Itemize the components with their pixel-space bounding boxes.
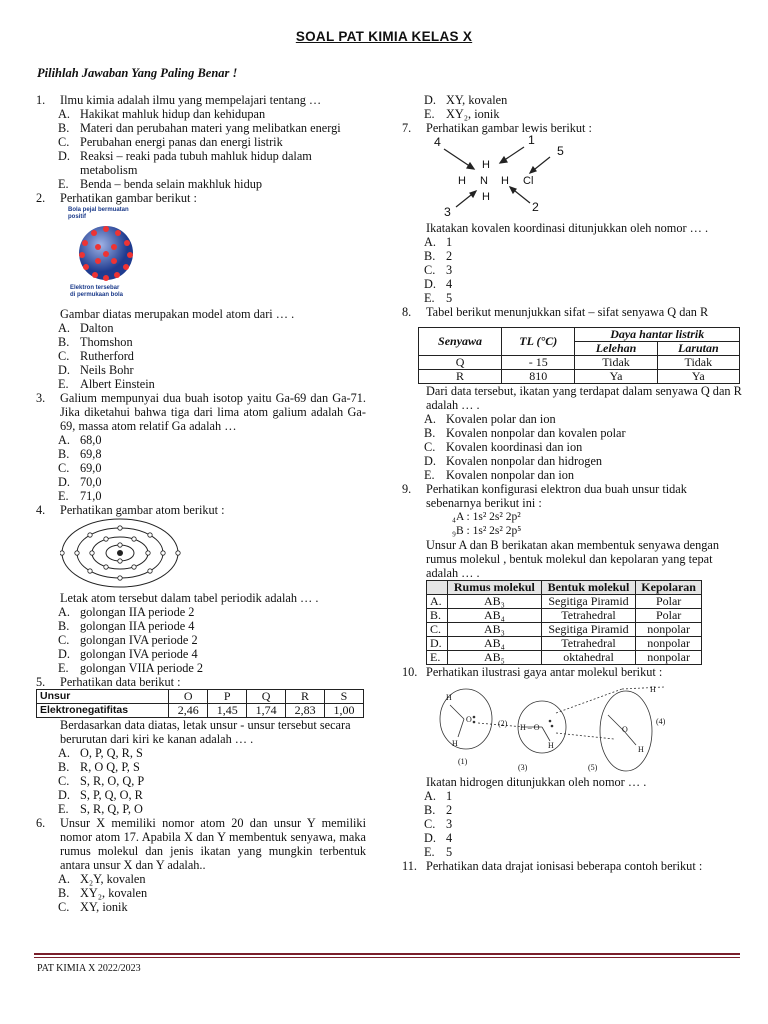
option-text: Benda – benda selain makhluk hidup bbox=[80, 177, 263, 191]
answer-option[interactable] bbox=[58, 647, 366, 661]
question-after: Dari data tersebut, ikatan yang terdapat dalam senyawa Q dan R adalah … . bbox=[426, 384, 742, 412]
option-text: 1 bbox=[446, 789, 453, 803]
question-after: Unsur A dan B berikatan akan membentuk senyawa dengan rumus molekul , bentuk molekul dan kepolaran yang tepat adalah … . bbox=[426, 538, 719, 580]
answer-option[interactable] bbox=[58, 321, 366, 335]
question-text: Perhatikan gambar lewis berikut : bbox=[426, 121, 592, 135]
answer-option[interactable] bbox=[58, 433, 366, 447]
answer-option[interactable] bbox=[424, 454, 742, 468]
answer-option[interactable] bbox=[424, 426, 742, 440]
option-letter: E. bbox=[58, 802, 69, 816]
option-letter: D. bbox=[424, 831, 436, 845]
options bbox=[402, 412, 742, 482]
question-text: Perhatikan konfigurasi elektron dua buah unsur tidak sebenarnya berikut ini : bbox=[426, 482, 687, 510]
answer-option[interactable] bbox=[58, 135, 366, 149]
option-text: golongan IIA periode 2 bbox=[80, 605, 195, 619]
question-11: 11. Perhatikan data drajat ionisasi beberapa contoh berikut : bbox=[402, 859, 742, 873]
option-letter: D. bbox=[58, 475, 70, 489]
instruction: Pilihlah Jawaban Yang Paling Benar ! bbox=[37, 66, 238, 80]
option-letter: E. bbox=[58, 177, 69, 191]
option-letter: E. bbox=[424, 291, 435, 305]
question-after: Ikatakan kovalen koordinasi ditunjukkan oleh nomor … . bbox=[426, 221, 709, 235]
option-letter: A. bbox=[424, 412, 436, 426]
table-row: Elektronegatifitas 2,46 1,45 1,74 2,83 1,00 bbox=[37, 704, 364, 718]
option-text: golongan VIIA periode 2 bbox=[80, 661, 204, 675]
option-text: golongan IIA periode 4 bbox=[80, 619, 195, 633]
left-column bbox=[36, 93, 366, 914]
options bbox=[36, 321, 366, 391]
option-letter: C. bbox=[424, 263, 436, 277]
option-text: XY₂, ionik bbox=[446, 107, 500, 121]
question-10: 10. Perhatikan ilustrasi gaya antar molekul berikut : bbox=[402, 665, 742, 679]
option-text: Neils Bohr bbox=[80, 363, 134, 377]
lewis-label: 5 bbox=[557, 144, 564, 158]
answer-option[interactable] bbox=[58, 349, 366, 363]
positive-sphere-icon bbox=[74, 223, 138, 283]
option-letter: A. bbox=[58, 872, 70, 886]
option-text: 2 bbox=[446, 249, 453, 263]
answer-option[interactable] bbox=[58, 489, 366, 503]
option-letter: B. bbox=[424, 426, 436, 440]
answer-option[interactable] bbox=[58, 661, 366, 675]
option-text: Kovalen polar dan ion bbox=[446, 412, 556, 426]
answer-option[interactable] bbox=[58, 633, 366, 647]
option-text: S, P, Q, O, R bbox=[80, 788, 143, 802]
option-letter: D. bbox=[58, 647, 70, 661]
option-text: S, R, O, Q, P bbox=[80, 774, 145, 788]
option-text: 4 bbox=[446, 277, 453, 291]
question-text: Perhatikan ilustrasi gaya antar molekul berikut : bbox=[426, 665, 663, 679]
option-letter: D. bbox=[58, 363, 70, 377]
atom-shells-icon bbox=[60, 517, 190, 589]
answer-option[interactable] bbox=[58, 802, 366, 816]
answer-option[interactable] bbox=[424, 249, 742, 263]
option-letter: E. bbox=[424, 468, 435, 482]
electron-config-b: ₉B : 1s² 2s² 2p⁵ bbox=[452, 525, 522, 537]
answer-option[interactable] bbox=[424, 845, 742, 859]
answer-option[interactable] bbox=[58, 121, 366, 135]
options bbox=[36, 107, 366, 191]
option-text: R, O Q, P, S bbox=[80, 760, 140, 774]
table-row: E. AB₅ oktahedral nonpolar bbox=[427, 651, 702, 665]
option-text: 71,0 bbox=[80, 489, 102, 503]
option-letter: A. bbox=[58, 746, 70, 760]
lewis-label: 3 bbox=[444, 205, 451, 219]
option-letter: E. bbox=[424, 845, 435, 859]
page-title: SOAL PAT KIMIA KELAS X bbox=[295, 29, 473, 44]
molecule-shape-table: Rumus molekul Bentuk molekul Kepolaran A. AB₃ Segitiga Piramid Polar B. AB₄ Tetrahedral Polar C. AB₃ Segitiga Piramid nonpolar D. AB₄ Tetrahedral nonpolar E. AB₅ oktahedral nonpolar bbox=[426, 580, 702, 665]
question-after: Gambar diatas merupakan model atom dari … . bbox=[60, 307, 295, 321]
option-text: XY, kovalen bbox=[446, 93, 508, 107]
option-letter: A. bbox=[58, 605, 70, 619]
option-letter: A. bbox=[58, 321, 70, 335]
option-letter: C. bbox=[58, 461, 70, 475]
option-letter: D. bbox=[424, 93, 436, 107]
option-text: Kovalen nonpolar dan hidrogen bbox=[446, 454, 603, 468]
option-letter: D. bbox=[424, 277, 436, 291]
lewis-label: 1 bbox=[528, 133, 535, 147]
options bbox=[402, 93, 742, 121]
option-text: 5 bbox=[446, 845, 453, 859]
question-text: Perhatikan data berikut : bbox=[60, 675, 181, 689]
options bbox=[36, 746, 366, 816]
question-5: 5. Perhatikan data berikut : bbox=[36, 675, 366, 689]
table-row: A. AB₃ Segitiga Piramid Polar bbox=[427, 595, 702, 609]
question-9: 9. Perhatikan konfigurasi elektron dua buah unsur tidak sebenarnya berikut ini : bbox=[402, 482, 742, 510]
answer-option[interactable] bbox=[424, 291, 742, 305]
option-text: Reaksi – reaki pada tubuh mahluk hidup dalam metabolism bbox=[80, 149, 312, 177]
option-letter: C. bbox=[58, 774, 70, 788]
question-text: Perhatikan data drajat ionisasi beberapa contoh berikut : bbox=[426, 859, 703, 873]
option-letter: D. bbox=[58, 788, 70, 802]
question-text: Galium mempunyai dua buah isotop yaitu Ga-69 dan Ga-71. Jika diketahui bahwa tiga dari lima atom galium adalah Ga-69, massa atom relatif Ga adalah … bbox=[60, 391, 366, 433]
option-text: 3 bbox=[446, 263, 453, 277]
answer-option[interactable] bbox=[58, 872, 366, 886]
footer-divider bbox=[34, 957, 740, 958]
answer-option[interactable] bbox=[424, 263, 742, 277]
answer-option[interactable] bbox=[424, 803, 742, 817]
option-text: 69,0 bbox=[80, 461, 102, 475]
option-letter: A. bbox=[58, 107, 70, 121]
option-letter: E. bbox=[58, 489, 69, 503]
option-text: X₂Y, kovalen bbox=[80, 872, 146, 886]
answer-option[interactable] bbox=[58, 605, 366, 619]
option-text: Kovalen nonpolar dan kovalen polar bbox=[446, 426, 626, 440]
option-letter: B. bbox=[58, 760, 70, 774]
question-7: 7. Perhatikan gambar lewis berikut : bbox=[402, 121, 742, 135]
question-after: Berdasarkan data diatas, letak unsur - unsur tersebut secara berurutan dari kiri ke kanan adalah … . bbox=[60, 718, 351, 746]
option-letter: B. bbox=[424, 249, 436, 263]
option-letter: B. bbox=[424, 803, 436, 817]
answer-option[interactable] bbox=[424, 831, 742, 845]
answer-option[interactable] bbox=[424, 107, 742, 121]
answer-option[interactable] bbox=[424, 235, 742, 249]
option-letter: B. bbox=[58, 886, 70, 900]
footer-text: PAT KIMIA X 2022/2023 bbox=[37, 963, 141, 974]
option-text: 68,0 bbox=[80, 433, 102, 447]
answer-option[interactable] bbox=[58, 886, 366, 900]
option-text: golongan IVA periode 2 bbox=[80, 633, 198, 647]
question-after: Ikatan hidrogen ditunjukkan oleh nomor … . bbox=[426, 775, 647, 789]
answer-option[interactable] bbox=[58, 746, 366, 760]
option-letter: B. bbox=[58, 335, 70, 349]
answer-option[interactable] bbox=[58, 619, 366, 633]
question-4: 4. Perhatikan gambar atom berikut : bbox=[36, 503, 366, 517]
answer-option[interactable] bbox=[58, 377, 366, 391]
answer-option[interactable] bbox=[424, 789, 742, 803]
option-letter: B. bbox=[58, 619, 70, 633]
option-letter: E. bbox=[58, 661, 69, 675]
option-text: Thomshon bbox=[80, 335, 133, 349]
bohr-atom-figure bbox=[60, 517, 366, 591]
option-letter: A. bbox=[58, 433, 70, 447]
question-2: 2. Perhatikan gambar berikut : bbox=[36, 191, 366, 205]
lewis-arrows-icon bbox=[426, 135, 606, 221]
option-text: 5 bbox=[446, 291, 453, 305]
option-letter: C. bbox=[58, 900, 70, 914]
option-text: 69,8 bbox=[80, 447, 102, 461]
table-row: B. AB₄ Tetrahedral Polar bbox=[427, 609, 702, 623]
compound-properties-table: Senyawa TL (°C) Daya hantar listrik Lelehan Larutan Q - 15 Tidak Tidak R 810 Ya Ya bbox=[418, 327, 740, 384]
option-letter: C. bbox=[424, 817, 436, 831]
table-row: C. AB₃ Segitiga Piramid nonpolar bbox=[427, 623, 702, 637]
answer-option[interactable] bbox=[424, 817, 742, 831]
options bbox=[36, 872, 366, 914]
answer-option[interactable] bbox=[58, 475, 366, 489]
option-text: Perubahan energi panas dan energi listrik bbox=[80, 135, 283, 149]
question-text: Unsur X memiliki nomor atom 20 dan unsur Y memiliki nomor atom 17. Apabila X dan Y membentuk senyawa, maka rumus molekul dan jenis ikatan yang mungkin terbentuk antara unsur X dan Y adalah.. bbox=[60, 816, 366, 872]
option-text: golongan IVA periode 4 bbox=[80, 647, 198, 661]
options bbox=[402, 789, 742, 859]
option-text: S, R, Q, P, O bbox=[80, 802, 143, 816]
options bbox=[402, 235, 742, 305]
option-text: Albert Einstein bbox=[80, 377, 155, 391]
electronegativity-table bbox=[36, 689, 364, 718]
question-3: 3. Galium mempunyai dua buah isotop yaitu Ga-69 dan Ga-71. Jika diketahui bahwa tiga dari lima atom galium adalah Ga-69, massa atom relatif Ga adalah … bbox=[36, 391, 366, 433]
option-text: 3 bbox=[446, 817, 453, 831]
option-letter: B. bbox=[58, 121, 70, 135]
option-text: 1 bbox=[446, 235, 453, 249]
question-text: Ilmu kimia adalah ilmu yang mempelajari tentang … bbox=[60, 93, 322, 107]
question-text: Perhatikan gambar atom berikut : bbox=[60, 503, 225, 517]
option-text: 2 bbox=[446, 803, 453, 817]
option-letter: C. bbox=[58, 135, 70, 149]
answer-option[interactable] bbox=[58, 760, 366, 774]
question-6: 6. Unsur X memiliki nomor atom 20 dan unsur Y memiliki nomor atom 17. Apabila X dan Y membentuk senyawa, maka rumus molekul dan jenis ikatan yang mungkin terbentuk antara unsur X dan Y adalah.. bbox=[36, 816, 366, 872]
option-letter: E. bbox=[424, 107, 435, 121]
option-text: Kovalen nonpolar dan ion bbox=[446, 468, 575, 482]
question-1: 1. Ilmu kimia adalah ilmu yang mempelajari tentang … bbox=[36, 93, 366, 107]
answer-option[interactable] bbox=[58, 774, 366, 788]
option-text: Kovalen koordinasi dan ion bbox=[446, 440, 583, 454]
lewis-label: 4 bbox=[434, 135, 441, 149]
options bbox=[36, 605, 366, 675]
lewis-structure-figure: 4 1 5 3 2 H H N H Cl H bbox=[426, 135, 742, 221]
answer-option[interactable] bbox=[58, 900, 366, 914]
option-text: O, P, Q, R, S bbox=[80, 746, 143, 760]
question-text: Perhatikan gambar berikut : bbox=[60, 191, 197, 205]
option-letter: B. bbox=[58, 447, 70, 461]
answer-option[interactable] bbox=[58, 335, 366, 349]
electron-config-a: ₄A : 1s² 2s² 2p² bbox=[452, 511, 521, 523]
question-after: Letak atom tersebut dalam tabel periodik adalah … . bbox=[60, 591, 319, 605]
table-row: Q - 15 Tidak Tidak bbox=[419, 356, 740, 370]
right-column bbox=[402, 93, 742, 873]
answer-option[interactable] bbox=[58, 177, 366, 191]
answer-option[interactable] bbox=[424, 93, 742, 107]
answer-option[interactable] bbox=[58, 363, 366, 377]
answer-option[interactable] bbox=[58, 107, 366, 121]
answer-option[interactable] bbox=[424, 277, 742, 291]
answer-option[interactable] bbox=[58, 788, 366, 802]
answer-option[interactable] bbox=[424, 440, 742, 454]
lewis-label: 2 bbox=[532, 200, 539, 214]
table-row: D. AB₄ Tetrahedral nonpolar bbox=[427, 637, 702, 651]
thomson-atom-figure: Bola pejal bermuatan positif Elektron tersebar di permukaan bola bbox=[60, 205, 366, 307]
answer-option[interactable] bbox=[424, 412, 742, 426]
option-text: Rutherford bbox=[80, 349, 134, 363]
option-letter: A. bbox=[424, 789, 436, 803]
option-letter: C. bbox=[424, 440, 436, 454]
option-letter: D. bbox=[58, 149, 70, 163]
option-text: XY, ionik bbox=[80, 900, 128, 914]
table-row: R 810 Ya Ya bbox=[419, 370, 740, 384]
option-letter: D. bbox=[424, 454, 436, 468]
answer-option[interactable] bbox=[58, 461, 366, 475]
answer-option[interactable] bbox=[424, 468, 742, 482]
question-8: 8. Tabel berikut menunjukkan sifat – sifat senyawa Q dan R bbox=[402, 305, 742, 319]
option-text: 4 bbox=[446, 831, 453, 845]
option-letter: A. bbox=[424, 235, 436, 249]
option-text: Hakikat mahluk hidup dan kehidupan bbox=[80, 107, 266, 121]
answer-option[interactable] bbox=[58, 447, 366, 461]
intermolecular-force-figure: H O H H – O H H O H (1) (2) (3) (4) (5) bbox=[438, 679, 742, 775]
option-text: 70,0 bbox=[80, 475, 102, 489]
option-text: Dalton bbox=[80, 321, 114, 335]
option-letter: E. bbox=[58, 377, 69, 391]
table-row: Unsur O P Q R S bbox=[37, 690, 364, 704]
question-text: Tabel berikut menunjukkan sifat – sifat senyawa Q dan R bbox=[426, 305, 709, 319]
option-text: Materi dan perubahan materi yang melibatkan energi bbox=[80, 121, 341, 135]
footer-divider bbox=[34, 953, 740, 955]
option-letter: C. bbox=[58, 349, 70, 363]
options bbox=[36, 433, 366, 503]
option-text: XY₂, kovalen bbox=[80, 886, 148, 900]
option-letter: C. bbox=[58, 633, 70, 647]
answer-option[interactable] bbox=[58, 149, 366, 177]
